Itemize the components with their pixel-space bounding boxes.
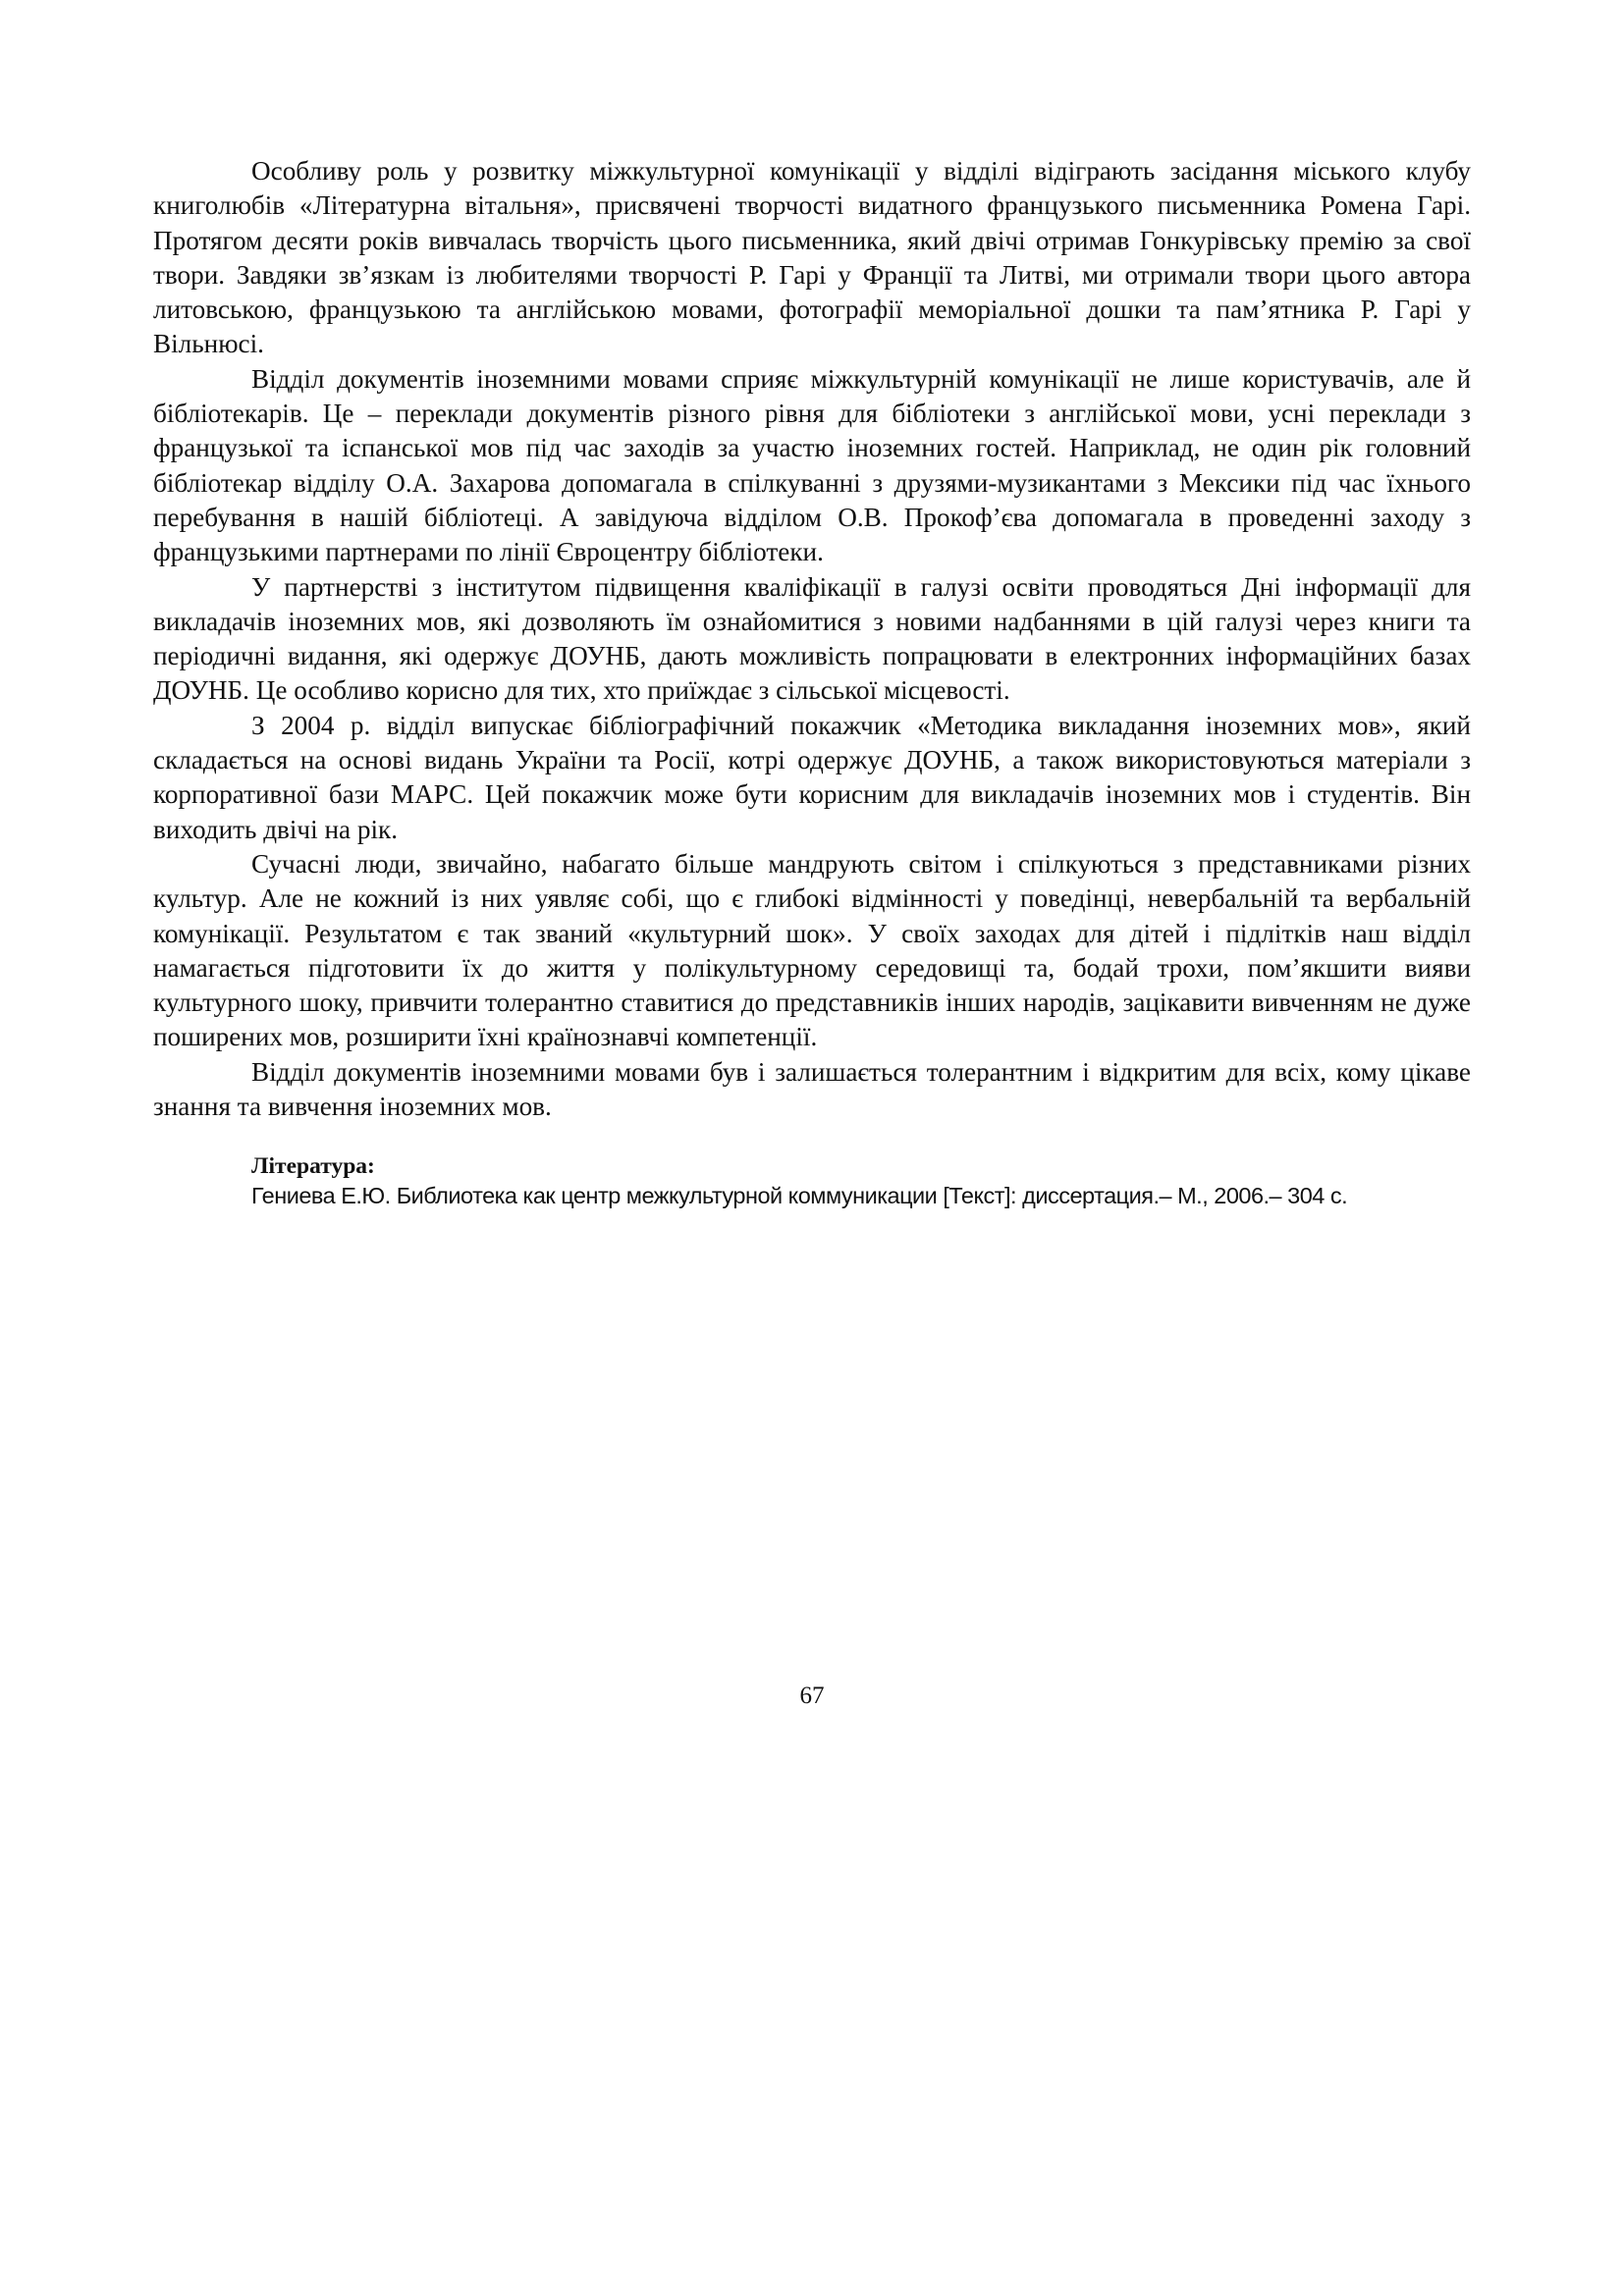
article-body (153, 154, 1471, 1124)
paragraph-romain-gary-club: Особливу роль у розвитку міжкультурної комунікації у відділі відіграють засідання міського клубу книголюбів «Літературна вітальня», присвячені творчості видатного французького письменника Ромена Гарі. Протягом десяти років вивчалась творчість цього письменника, який двічі отримав Гонкурівську премію за свої твори. Завдяки зв’язкам із любителями творчості Р. Гарі у Франції та Литві, ми отримали твори цього автора литовською, французькою та англійською мовами, фотографії меморіальної дошки та пам’ятника Р. Гарі у Вільнюсі. (153, 156, 1471, 359)
references-heading: Література: (251, 1153, 375, 1179)
paragraph-bibliographic-index: З 2004 р. відділ випускає бібліографічний покажчик «Методика викладання іноземних мов», який складається на основі видань України та Росії, котрі одержує ДОУНБ, а також використовуються матеріали з корпоративної бази МАРС. Цей покажчик може бути корисним для викладачів іноземних мов і студентів. Він виходить двічі на рік. (153, 710, 1471, 844)
page-number: 67 (799, 1682, 825, 1709)
reference-entry: Гениева Е.Ю. Библиотека как центр межкультурной коммуникации [Текст]: диссертация.– М., 2006.– 304 с. (251, 1183, 1348, 1208)
paragraph-culture-shock: Сучасні люди, звичайно, набагато більше мандрують світом і спілкуються з представниками різних культур. Але не кожний із них уявляє собі, що є глибокі відмінності у поведінці, невербальній та вербальній комунікації. Результатом є так званий «культурний шок». У своїх заходах для дітей і підлітків наш відділ намагається підготовити їх до життя у полікультурному середовищі та, бодай трохи, пом’якшити вияви культурного шоку, привчити толерантно ставитися до представників інших народів, зацікавити вивченням не дуже поширених мов, розширити їхні країнознавчі компетенції. (153, 848, 1471, 1052)
references-section (251, 1151, 1489, 1210)
paragraph-translation-support: Відділ документів іноземними мовами сприяє міжкультурній комунікації не лише користувачів, але й бібліотекарів. Це – переклади документів різного рівня для бібліотеки з англійської мови, усні переклади з французької та іспанської мов під час заходів за участю іноземних гостей. Наприклад, не один рік головний бібліотекар відділу О.А. Захарова допомагала в спілкуванні з друзями-музикантами з Мексики під час їхнього перебування в нашій бібліотеці. А завідуюча відділом О.В. Прокоф’єва допомагала в проведенні заходу з французькими партнерами по лінії Євроцентру бібліотеки. (153, 363, 1471, 567)
paragraph-information-days: У партнерстві з інститутом підвищення кваліфікації в галузі освіти проводяться Дні інформації для викладачів іноземних мов, які дозволяють їм ознайомитися з новими надбаннями в цій галузі через книги та періодичні видання, які одержує ДОУНБ, дають можливість попрацювати в електронних інформаційних базах ДОУНБ. Це особливо корисно для тих, хто приїждає з сільської місцевості. (153, 571, 1471, 706)
paragraph-conclusion: Відділ документів іноземними мовами був і залишається толерантним і відкритим для всіх, кому цікаве знання та вивчення іноземних мов. (153, 1056, 1471, 1122)
